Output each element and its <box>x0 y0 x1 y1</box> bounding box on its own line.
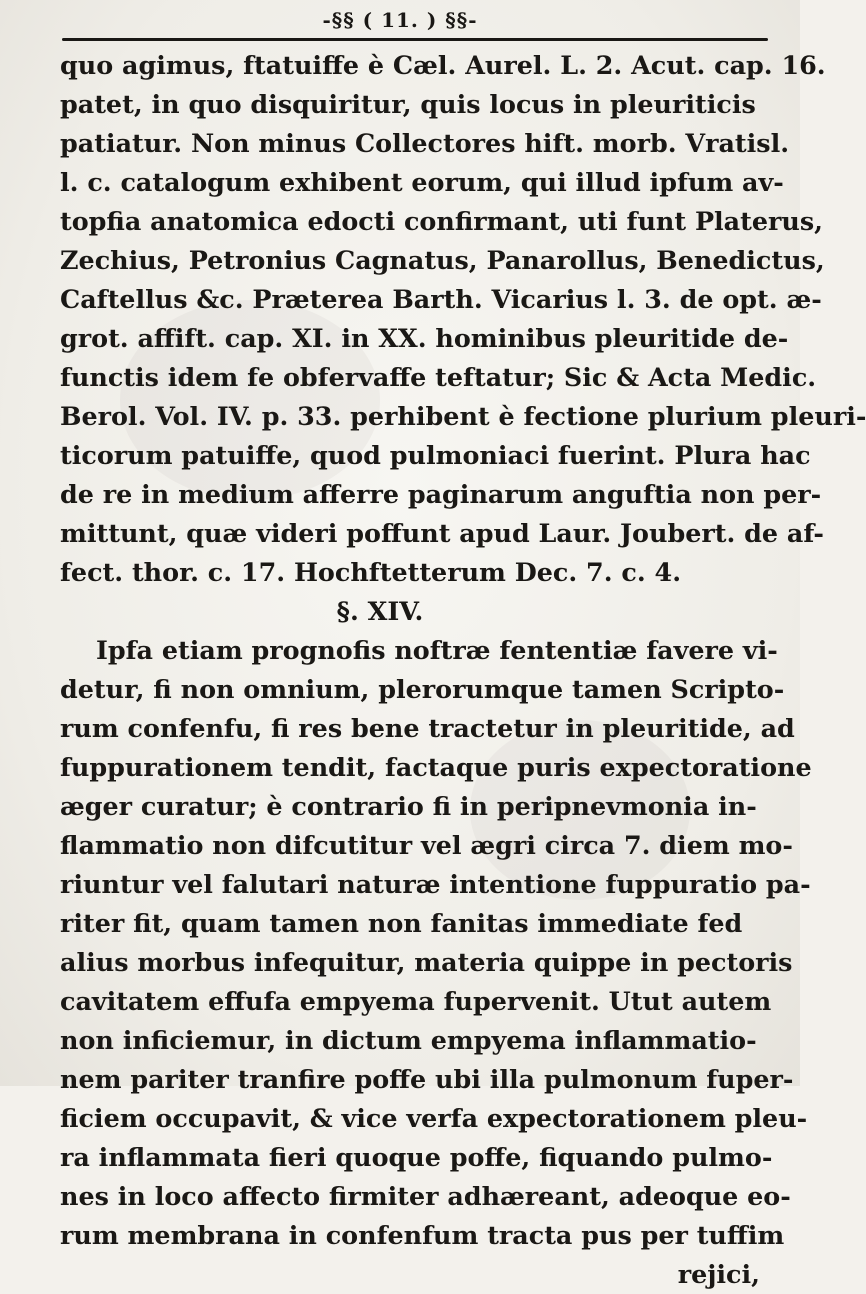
text-line: riter fit, quam tamen non fanitas immediate fed <box>60 908 743 938</box>
section-heading: §. XIV. <box>336 596 424 626</box>
text-line: ficiem occupavit, & vice verfa expectorationem pleu- <box>60 1103 808 1133</box>
text-line: ticorum patuiffe, quod pulmoniaci fuerint. Plura hac <box>60 440 811 470</box>
text-line: cavitatem effufa empyema fupervenit. Utut autem <box>60 986 772 1016</box>
text-line: de re in medium afferre paginarum anguftia non per- <box>60 479 822 509</box>
text-line: fuppurationem tendit, factaque puris expectoratione <box>60 752 812 782</box>
page-header: -§§ ( 11. ) §§- <box>322 8 478 32</box>
catchword: rejici, <box>677 1259 760 1289</box>
header-rule <box>62 38 768 41</box>
text-line: Zechius, Petronius Cagnatus, Panarollus, Benedictus, <box>60 245 825 275</box>
text-line: alius morbus infequitur, materia quippe in pectoris <box>60 947 793 977</box>
text-line: topfia anatomica edocti confirmant, uti funt Platerus, <box>60 206 823 236</box>
text-line: quo agimus, ftatuiffe è Cæl. Aurel. L. 2. Acut. cap. 16. <box>60 50 826 80</box>
text-line: patet, in quo disquiritur, quis locus in pleuriticis <box>60 89 756 119</box>
text-line: ra inflammata fieri quoque poffe, fiquando pulmo- <box>60 1142 773 1172</box>
text-line: Berol. Vol. IV. p. 33. perhibent è fectione plurium pleuri- <box>60 401 866 431</box>
text-line: grot. affift. cap. XI. in XX. hominibus pleuritide de- <box>60 323 789 353</box>
text-line: fect. thor. c. 17. Hochftetterum Dec. 7. c. 4. <box>60 557 682 587</box>
text-line: nem pariter tranfire poffe ubi illa pulmonum fuper- <box>60 1064 794 1094</box>
text-line: æger curatur; è contrario fi in peripnevmonia in- <box>60 791 757 821</box>
text-line: functis idem fe obfervaffe teftatur; Sic & Acta Medic. <box>60 362 817 392</box>
body-text <box>60 46 866 1294</box>
text-line: rum membrana in confenfum tracta pus per tuffim <box>60 1220 785 1250</box>
text-line: rum confenfu, fi res bene tractetur in pleuritide, ad <box>60 713 795 743</box>
text-line: Caftellus &c. Præterea Barth. Vicarius l. 3. de opt. æ- <box>60 284 822 314</box>
text-line: l. c. catalogum exhibent eorum, qui illud ipfum av- <box>60 167 784 197</box>
text-line: nes in loco affecto firmiter adhæreant, adeoque eo- <box>60 1181 791 1211</box>
text-line: detur, fi non omnium, plerorumque tamen Scripto- <box>60 674 785 704</box>
text-line: flammatio non difcutitur vel ægri circa 7. diem mo- <box>60 830 793 860</box>
text-line: patiatur. Non minus Collectores hift. morb. Vratisl. <box>60 128 790 158</box>
text-line: Ipfa etiam prognofis noftræ fententiæ favere vi- <box>96 635 778 665</box>
text-line: riuntur vel falutari naturæ intentione fuppuratio pa- <box>60 869 811 899</box>
text-line: non inficiemur, in dictum empyema inflammatio- <box>60 1025 757 1055</box>
text-line: mittunt, quæ videri poffunt apud Laur. Joubert. de af- <box>60 518 824 548</box>
